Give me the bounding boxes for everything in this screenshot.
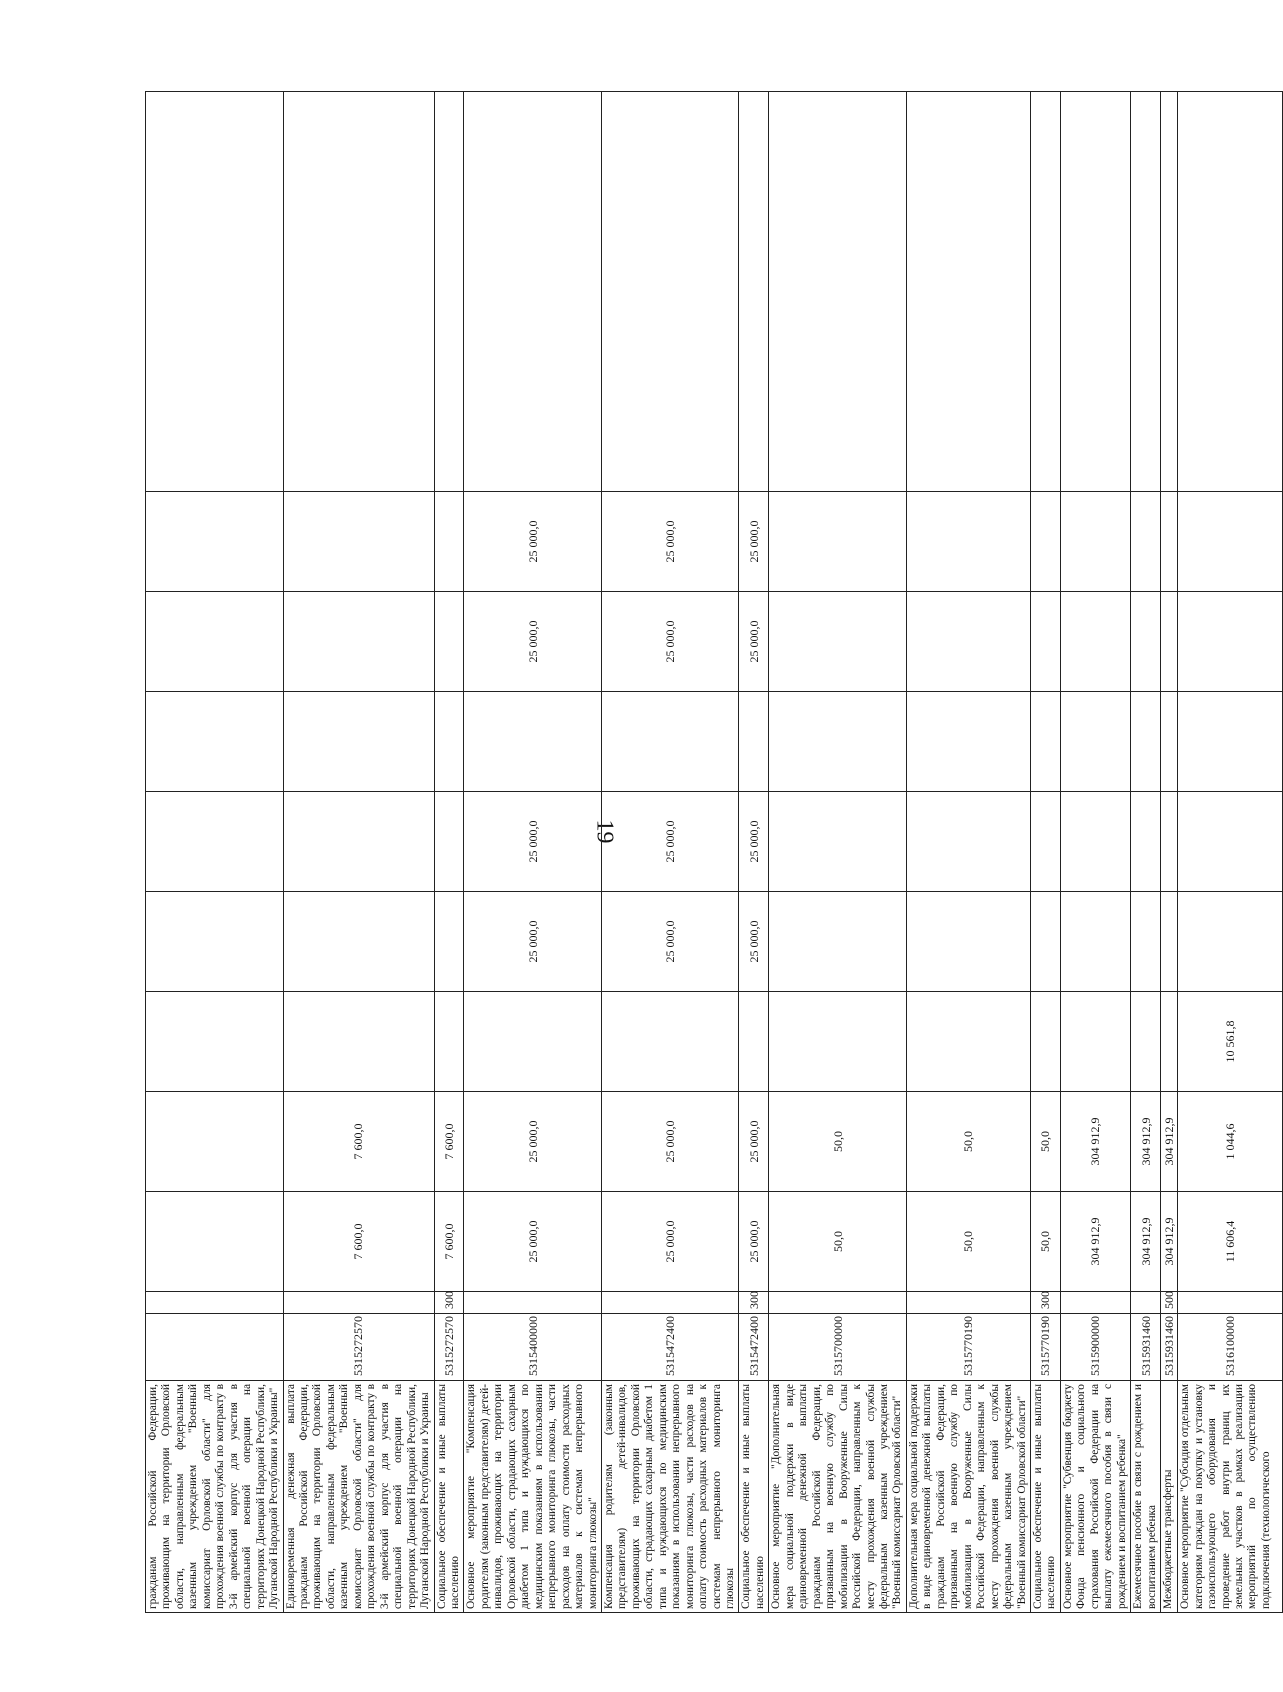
row-value-cell xyxy=(1161,992,1178,1092)
row-expense-type: 300 xyxy=(434,1292,464,1314)
row-value-cell xyxy=(146,592,284,692)
row-value-cell: 7 600,0 xyxy=(283,1192,434,1292)
row-value-cell: 25 000,0 xyxy=(464,792,602,892)
row-target-code: 5315272570 xyxy=(283,1314,434,1381)
row-value-cell xyxy=(146,492,284,592)
table-row xyxy=(434,92,464,1613)
table-body xyxy=(146,92,1283,1613)
row-value-cell xyxy=(1031,592,1061,692)
table-row xyxy=(769,92,907,1613)
row-value-cell xyxy=(601,692,739,792)
row-value-cell: 1 044,6 xyxy=(1178,1092,1283,1192)
row-value-cell: 50,0 xyxy=(906,1192,1030,1292)
row-value-cell xyxy=(1161,792,1178,892)
row-value-cell xyxy=(283,992,434,1092)
row-target-code: 5315931460 xyxy=(1131,1314,1161,1381)
row-value-cell: 25 000,0 xyxy=(739,492,769,592)
row-value-cell xyxy=(906,92,1030,492)
row-value-cell: 25 000,0 xyxy=(464,1192,602,1292)
row-value-cell xyxy=(769,92,907,492)
row-value-cell xyxy=(906,692,1030,792)
table-row xyxy=(464,92,602,1613)
row-value-cell: 25 000,0 xyxy=(739,1192,769,1292)
row-value-cell xyxy=(601,992,739,1092)
row-value-cell xyxy=(1060,792,1130,892)
row-description: гражданам Российской Федерации, проживающим на территории Орловской области, направленным федеральным казенным учреждением "Военный комиссариат Орловской области" для прохождения военной службы по контракту в 3-й армейский корпус для участия в специальной военной операции на территориях Донецкой Народной Республики, Луганской Народной Республики и Украины" xyxy=(146,1381,284,1613)
row-value-cell xyxy=(1131,592,1161,692)
row-value-cell xyxy=(1178,692,1283,792)
row-value-cell xyxy=(1031,992,1061,1092)
row-value-cell: 50,0 xyxy=(1031,1092,1061,1192)
row-value-cell xyxy=(434,492,464,592)
row-value-cell xyxy=(434,92,464,492)
row-description: Социальное обеспечение и иные выплаты населению xyxy=(1031,1381,1061,1613)
row-value-cell xyxy=(434,992,464,1092)
row-value-cell xyxy=(769,492,907,592)
row-value-cell xyxy=(1060,592,1130,692)
budget-table xyxy=(145,91,1283,1613)
row-description: Межбюджетные трансферты xyxy=(1161,1381,1178,1613)
row-value-cell: 25 000,0 xyxy=(601,592,739,692)
row-value-cell: 25 000,0 xyxy=(601,1192,739,1292)
row-target-code: 5315770190 xyxy=(906,1314,1030,1381)
row-description: Основное мероприятие "Дополнительная мера социальной поддержки в виде единовременной денежной выплаты гражданам Российской Федерации, призванным на военную службу по мобилизации в Вооруженные Силы Российской Федерации, направленным к месту прохождения военной службы федеральным казенным учреждением "Военный комиссариат Орловской области" xyxy=(769,1381,907,1613)
row-value-cell xyxy=(283,792,434,892)
row-expense-type xyxy=(283,1292,434,1314)
row-target-code: 5315931460 xyxy=(1161,1314,1178,1381)
row-value-cell xyxy=(1178,592,1283,692)
row-value-cell: 304 912,9 xyxy=(1131,1092,1161,1192)
row-value-cell xyxy=(906,892,1030,992)
row-value-cell xyxy=(1178,792,1283,892)
row-value-cell xyxy=(906,792,1030,892)
row-expense-type xyxy=(601,1292,739,1314)
row-value-cell xyxy=(1060,992,1130,1092)
row-value-cell: 25 000,0 xyxy=(464,892,602,992)
row-value-cell: 25 000,0 xyxy=(464,1092,602,1192)
row-expense-type xyxy=(146,1292,284,1314)
row-value-cell xyxy=(1031,492,1061,592)
row-value-cell: 304 912,9 xyxy=(1060,1192,1130,1292)
row-value-cell xyxy=(1131,692,1161,792)
row-value-cell xyxy=(146,892,284,992)
row-value-cell xyxy=(1031,892,1061,992)
row-value-cell xyxy=(146,792,284,892)
row-value-cell xyxy=(464,992,602,1092)
row-value-cell xyxy=(283,692,434,792)
row-value-cell xyxy=(1178,92,1283,492)
row-value-cell xyxy=(1161,892,1178,992)
row-value-cell xyxy=(1131,992,1161,1092)
row-value-cell xyxy=(1131,92,1161,492)
row-expense-type: 300 xyxy=(1031,1292,1061,1314)
row-value-cell: 25 000,0 xyxy=(464,492,602,592)
row-value-cell: 25 000,0 xyxy=(739,1092,769,1192)
row-expense-type xyxy=(1131,1292,1161,1314)
page-number: 19 xyxy=(591,819,618,844)
row-target-code: 5316100000 xyxy=(1178,1314,1283,1381)
row-value-cell xyxy=(146,92,284,492)
table-row xyxy=(601,92,739,1613)
row-value-cell xyxy=(906,992,1030,1092)
row-value-cell xyxy=(601,92,739,492)
table-row xyxy=(1131,92,1161,1613)
row-value-cell xyxy=(146,1192,284,1292)
row-value-cell xyxy=(769,692,907,792)
row-value-cell: 25 000,0 xyxy=(601,892,739,992)
row-target-code xyxy=(146,1314,284,1381)
row-value-cell xyxy=(906,492,1030,592)
row-value-cell xyxy=(283,92,434,492)
row-value-cell xyxy=(1161,92,1178,492)
row-expense-type xyxy=(1178,1292,1283,1314)
table-row xyxy=(739,92,769,1613)
row-value-cell xyxy=(434,692,464,792)
row-value-cell: 25 000,0 xyxy=(601,792,739,892)
row-value-cell xyxy=(769,792,907,892)
row-expense-type: 300 xyxy=(739,1292,769,1314)
row-expense-type xyxy=(769,1292,907,1314)
row-description: Основное мероприятие "Субвенция бюджету Фонда пенсионного и социального страхования Российской Федерации на выплату ежемесячного пособия в связи с рождением и воспитанием ребенка" xyxy=(1060,1381,1130,1613)
row-description: Социальное обеспечение и иные выплаты населению xyxy=(739,1381,769,1613)
row-value-cell: 304 912,9 xyxy=(1060,1092,1130,1192)
row-value-cell: 25 000,0 xyxy=(739,792,769,892)
row-description: Дополнительная мера социальной поддержки в виде единовременной денежной выплаты гражданам Российской Федерации, призванным на военную службу по мобилизации в Вооруженные Силы Российской Федерации, направленным к месту прохождения военной службы федеральным казенным учреждением "Военный комиссариат Орловской области" xyxy=(906,1381,1030,1613)
row-value-cell xyxy=(1060,92,1130,492)
row-value-cell: 10 561,8 xyxy=(1178,992,1283,1092)
row-value-cell xyxy=(1060,892,1130,992)
table-row xyxy=(146,92,284,1613)
budget-table-wrapper xyxy=(145,92,1272,1613)
row-value-cell xyxy=(1031,792,1061,892)
row-target-code: 5315472400 xyxy=(601,1314,739,1381)
row-expense-type xyxy=(464,1292,602,1314)
row-target-code: 5315400000 xyxy=(464,1314,602,1381)
table-row xyxy=(1060,92,1130,1613)
row-value-cell xyxy=(769,592,907,692)
row-value-cell xyxy=(1161,592,1178,692)
row-description: Компенсация родителям (законным представителям) детей-инвалидов, проживающих на территории Орловской области, страдающих сахарным диабетом 1 типа и нуждающихся по медицинским показаниям в использовании непрерывного мониторинга глюкозы, части расходов на оплату стоимость расходных материалов к системам непрерывного мониторинга глюкозы xyxy=(601,1381,739,1613)
row-value-cell: 50,0 xyxy=(1031,1192,1061,1292)
row-target-code: 5315770190 xyxy=(1031,1314,1061,1381)
row-value-cell xyxy=(1131,892,1161,992)
row-value-cell xyxy=(739,92,769,492)
row-expense-type xyxy=(906,1292,1030,1314)
row-description: Единовременная денежная выплата гражданам Российской Федерации, проживающим на территории Орловской области, направленным федеральным казенным учреждением "Военный комиссариат Орловской области" для прохождения военной службы по контракту в 3-й армейский корпус для участия в специальной военной операции на территориях Донецкой Народной Республики, Луганской Народной Республики и Украины xyxy=(283,1381,434,1613)
table-row xyxy=(283,92,434,1613)
row-target-code: 5315272570 xyxy=(434,1314,464,1381)
row-description: Основное мероприятие "Компенсация родителям (законным представителям) детей-инвалидов, проживающих на территории Орловской области, страдающих сахарным диабетом 1 типа и нуждающихся по медицинским показаниям в использовании непрерывного мониторинга глюкозы, части расходов на оплату стоимости расходных материалов к системам непрерывного мониторинга глюкозы" xyxy=(464,1381,602,1613)
row-value-cell xyxy=(1161,692,1178,792)
row-value-cell: 25 000,0 xyxy=(601,492,739,592)
row-value-cell xyxy=(739,992,769,1092)
row-value-cell xyxy=(1060,492,1130,592)
row-value-cell xyxy=(1178,892,1283,992)
row-value-cell xyxy=(283,492,434,592)
row-value-cell xyxy=(434,792,464,892)
row-value-cell: 25 000,0 xyxy=(739,592,769,692)
row-value-cell: 304 912,9 xyxy=(1161,1092,1178,1192)
row-value-cell xyxy=(283,892,434,992)
row-value-cell: 11 606,4 xyxy=(1178,1192,1283,1292)
table-row xyxy=(1031,92,1061,1613)
row-value-cell xyxy=(283,592,434,692)
row-target-code: 5315700000 xyxy=(769,1314,907,1381)
row-value-cell xyxy=(769,992,907,1092)
row-value-cell xyxy=(1131,492,1161,592)
row-value-cell xyxy=(1131,792,1161,892)
row-value-cell: 25 000,0 xyxy=(464,592,602,692)
row-target-code: 5315472400 xyxy=(739,1314,769,1381)
row-value-cell xyxy=(1031,92,1061,492)
row-value-cell xyxy=(146,1092,284,1192)
row-value-cell xyxy=(146,992,284,1092)
row-expense-type: 500 xyxy=(1161,1292,1178,1314)
row-value-cell xyxy=(146,692,284,792)
row-expense-type xyxy=(1060,1292,1130,1314)
row-value-cell xyxy=(1178,492,1283,592)
table-row xyxy=(1178,92,1283,1613)
row-value-cell xyxy=(434,892,464,992)
table-row xyxy=(906,92,1030,1613)
row-value-cell: 50,0 xyxy=(769,1092,907,1192)
row-value-cell xyxy=(464,692,602,792)
row-value-cell xyxy=(464,92,602,492)
row-value-cell: 7 600,0 xyxy=(434,1192,464,1292)
row-value-cell xyxy=(739,692,769,792)
row-value-cell: 7 600,0 xyxy=(434,1092,464,1192)
row-value-cell xyxy=(1060,692,1130,792)
row-value-cell xyxy=(906,592,1030,692)
row-target-code: 5315900000 xyxy=(1060,1314,1130,1381)
table-row xyxy=(1161,92,1178,1613)
row-value-cell xyxy=(1161,492,1178,592)
row-value-cell: 25 000,0 xyxy=(601,1092,739,1192)
row-value-cell xyxy=(769,892,907,992)
row-value-cell: 304 912,9 xyxy=(1131,1192,1161,1292)
row-description: Ежемесячное пособие в связи с рождением и воспитанием ребенка xyxy=(1131,1381,1161,1613)
row-value-cell: 7 600,0 xyxy=(283,1092,434,1192)
row-value-cell xyxy=(1031,692,1061,792)
row-value-cell xyxy=(434,592,464,692)
row-description: Социальное обеспечение и иные выплаты населению xyxy=(434,1381,464,1613)
row-value-cell: 25 000,0 xyxy=(739,892,769,992)
row-value-cell: 304 912,9 xyxy=(1161,1192,1178,1292)
row-value-cell: 50,0 xyxy=(769,1192,907,1292)
row-description: Основное мероприятие "Субсидия отдельным категориям граждан на покупку и установку газоиспользующего оборудования и проведение работ внутри границ их земельных участков в рамках реализации мероприятий по осуществлению подключения (технологического xyxy=(1178,1381,1283,1613)
row-value-cell: 50,0 xyxy=(906,1092,1030,1192)
